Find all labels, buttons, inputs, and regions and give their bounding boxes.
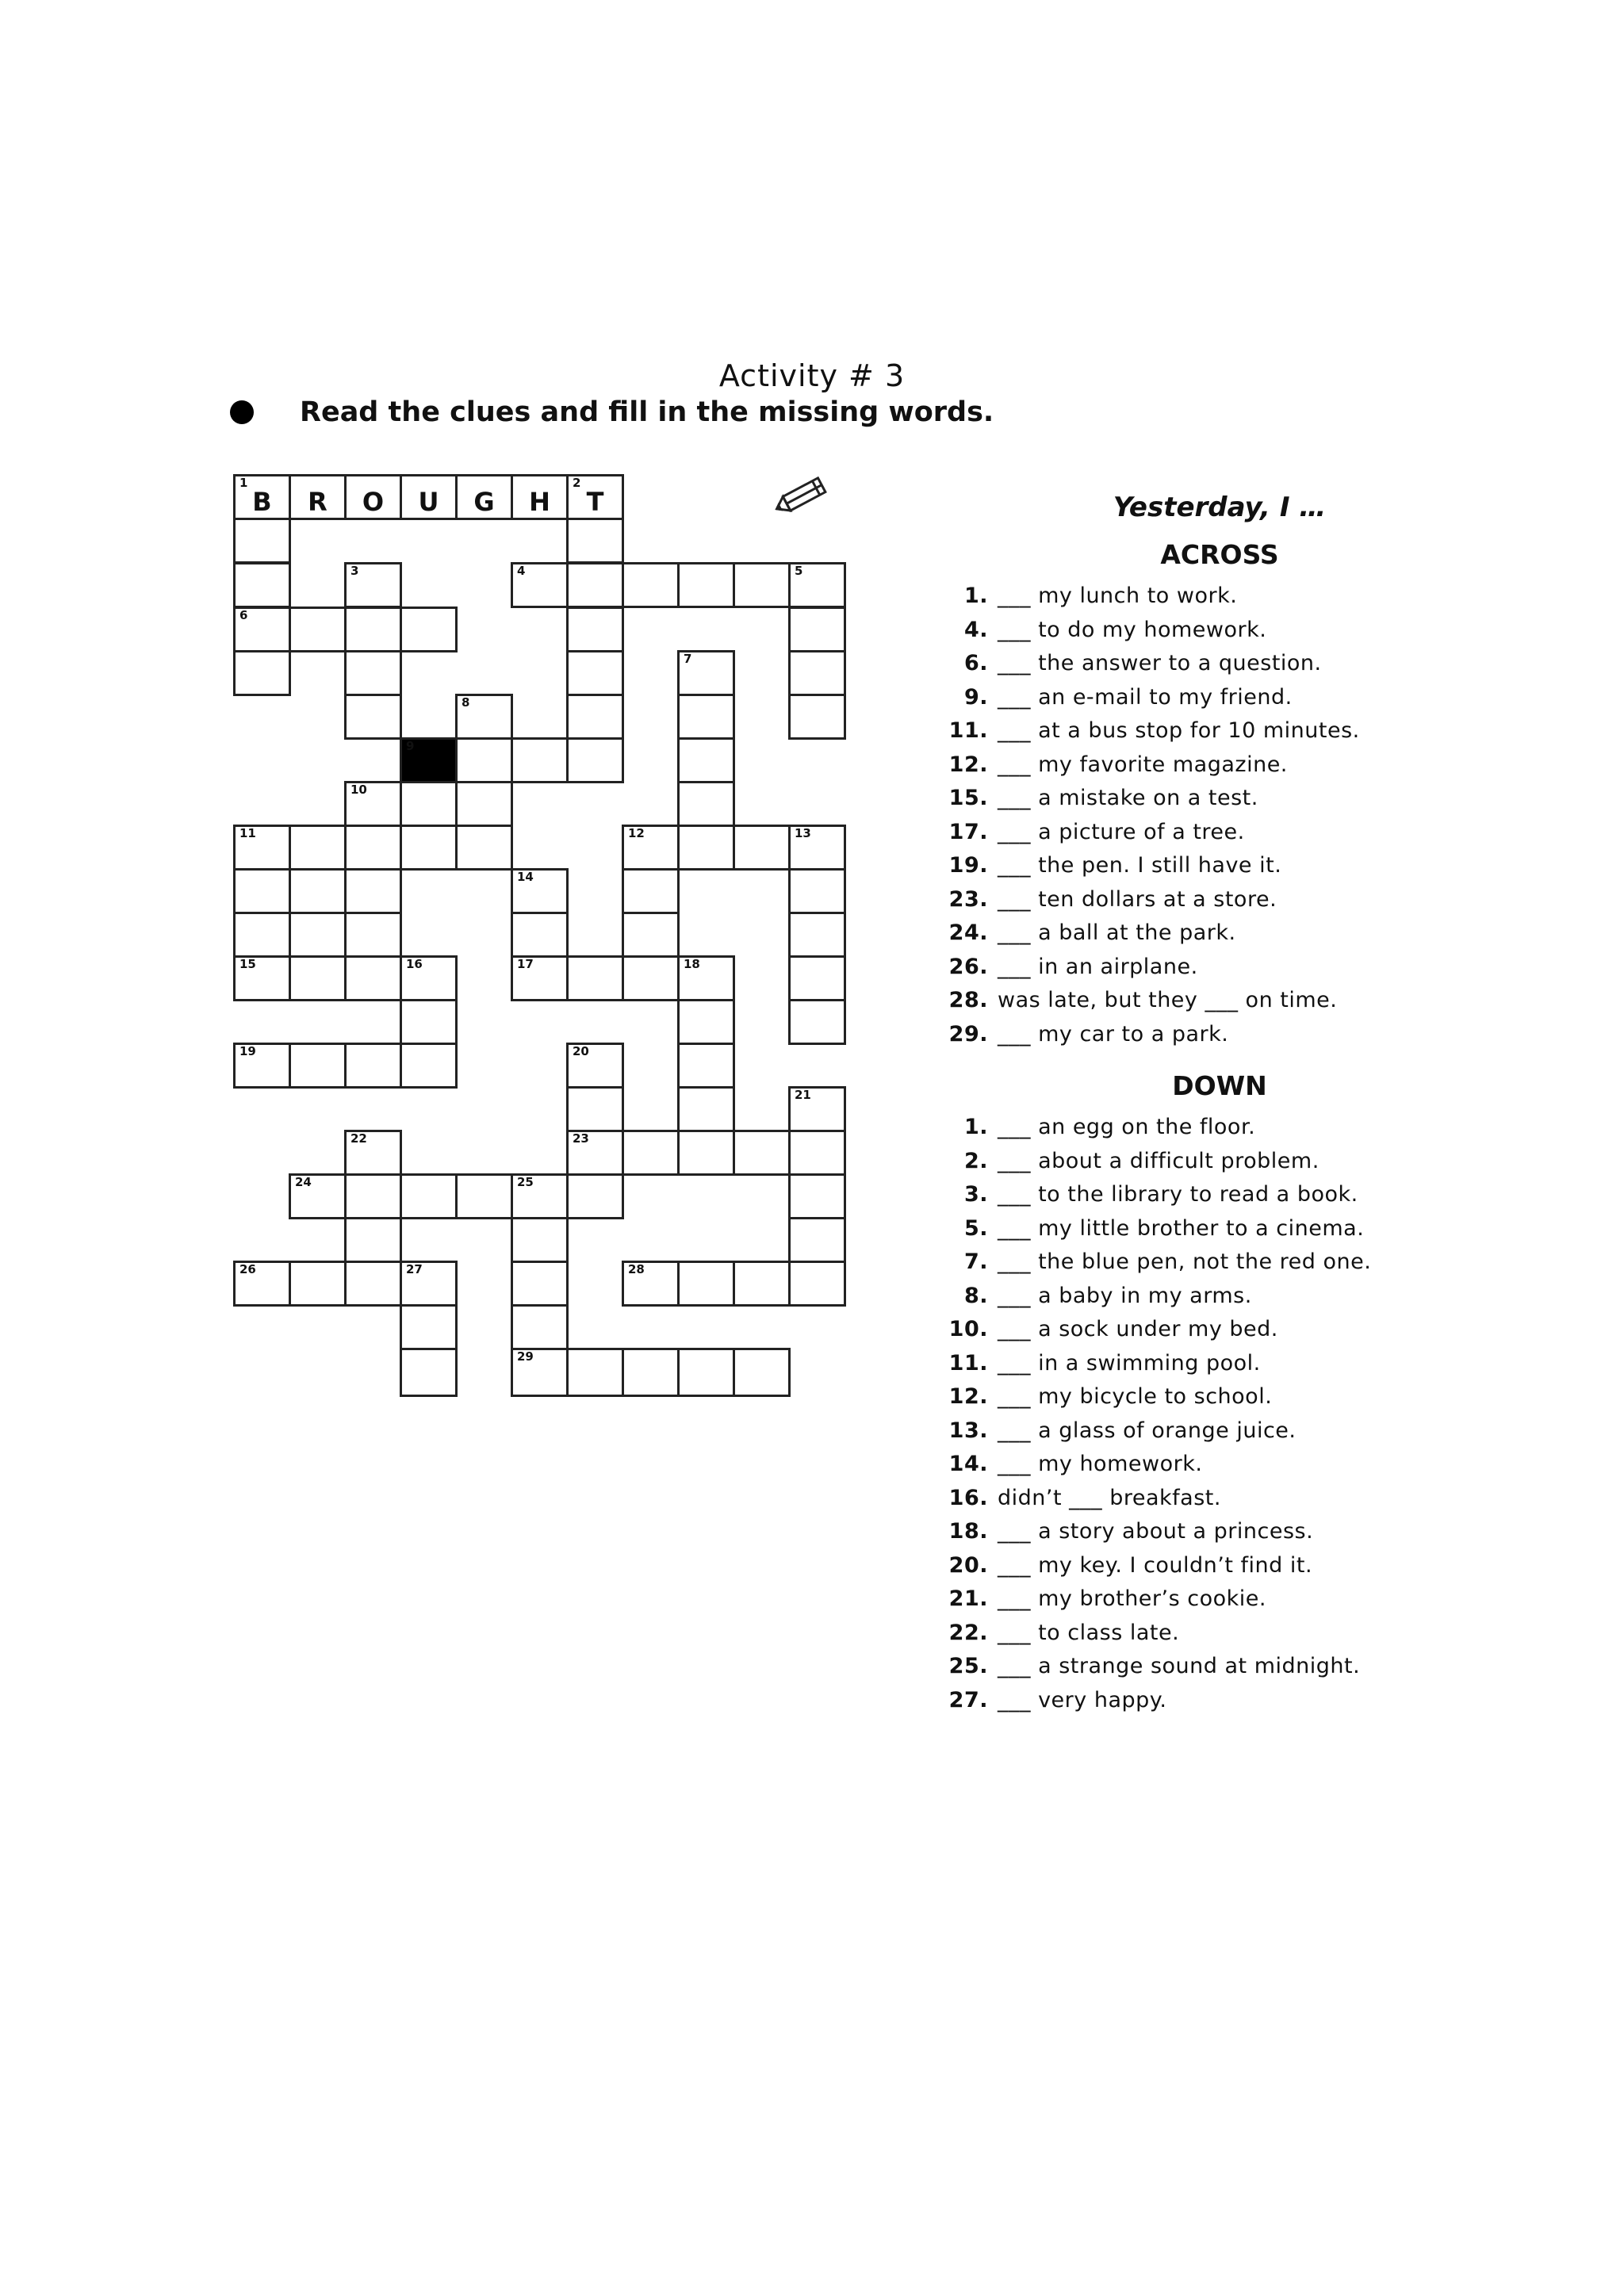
grid-cell[interactable] [622, 1130, 680, 1176]
clue-number: 19 [239, 1044, 256, 1058]
grid-cell[interactable] [400, 825, 458, 871]
grid-cell[interactable] [566, 518, 624, 564]
clue-number: 11 [239, 826, 256, 840]
grid-cell[interactable] [677, 694, 735, 740]
down-clue [942, 1347, 1450, 1381]
grid-cell[interactable] [511, 1348, 569, 1397]
clue-number-label: 11. [948, 1350, 988, 1376]
clue-text: ___ to class late. [998, 1620, 1180, 1645]
grid-cell[interactable] [455, 781, 513, 827]
across-clue [942, 681, 1450, 715]
grid-cell[interactable] [344, 781, 402, 827]
across-clue [942, 816, 1450, 850]
grid-cell[interactable] [566, 1348, 624, 1397]
grid-cell[interactable] [622, 912, 680, 958]
grid-cell[interactable] [566, 737, 624, 783]
clue-number-label: 14. [948, 1452, 988, 1476]
grid-cell[interactable] [400, 607, 458, 652]
clue-number: 8 [462, 695, 470, 710]
down-clue [942, 1617, 1450, 1651]
across-clue [942, 748, 1450, 783]
grid-cell[interactable] [289, 825, 347, 871]
grid-cell[interactable] [511, 912, 569, 958]
clue-number-label: 25. [948, 1654, 988, 1678]
clue-text: ___ at a bus stop for 10 minutes. [998, 718, 1360, 743]
grid-cell[interactable] [566, 1130, 624, 1176]
clue-number: 25 [517, 1175, 534, 1189]
down-clue [942, 1515, 1450, 1549]
grid-cell[interactable] [622, 955, 680, 1001]
clue-number-label: 23. [948, 886, 988, 912]
clue-number-label: 29. [948, 1021, 988, 1047]
clue-number: 27 [406, 1262, 423, 1276]
grid-cell[interactable] [344, 868, 402, 914]
grid-cell[interactable] [289, 955, 347, 1001]
clue-text: ___ about a difficult problem. [998, 1148, 1320, 1173]
grid-cell[interactable] [566, 1043, 624, 1089]
clue-number-label: 20. [948, 1552, 988, 1578]
grid-cell[interactable] [400, 999, 458, 1045]
clue-number-label: 7. [963, 1249, 988, 1274]
across-clue [942, 1018, 1450, 1052]
clue-text: ___ a ball at the park. [998, 920, 1236, 945]
clue-number-label: 22. [948, 1620, 988, 1645]
grid-cell[interactable] [455, 737, 513, 783]
grid-cell[interactable] [677, 1348, 735, 1397]
grid-cell[interactable] [622, 1261, 680, 1307]
grid-cell[interactable] [788, 955, 846, 1001]
grid-cell[interactable] [566, 650, 624, 696]
grid-cell[interactable] [733, 1348, 791, 1397]
grid-cell[interactable] [622, 825, 680, 871]
clue-number-label: 3. [963, 1182, 988, 1207]
clue-text: ___ ten dollars at a store. [998, 886, 1277, 912]
grid-cell[interactable] [788, 825, 846, 871]
grid-cell[interactable] [233, 1043, 291, 1089]
grid-cell[interactable] [677, 825, 735, 871]
clue-number: 24 [295, 1175, 312, 1189]
grid-cell[interactable] [289, 1173, 347, 1219]
clue-text: didn’t ___ breakfast. [998, 1485, 1221, 1510]
grid-cell[interactable] [677, 1086, 735, 1132]
grid-cell[interactable] [788, 999, 846, 1045]
clue-text: ___ the answer to a question. [998, 651, 1322, 675]
grid-cell[interactable] [455, 474, 513, 520]
grid-cell[interactable] [344, 1130, 402, 1176]
clue-text: ___ my brother’s cookie. [998, 1586, 1266, 1611]
down-clue-list [942, 1111, 1450, 1717]
grid-cell[interactable] [788, 1217, 846, 1263]
clue-text: ___ my homework. [998, 1452, 1203, 1476]
clue-number: 28 [628, 1262, 645, 1276]
grid-cell[interactable] [400, 781, 458, 827]
clue-text: ___ a picture of a tree. [998, 819, 1245, 844]
clue-number-label: 1. [963, 1115, 988, 1139]
grid-cell[interactable] [788, 1130, 846, 1176]
grid-cell[interactable] [289, 868, 347, 914]
grid-cell[interactable] [344, 825, 402, 871]
grid-cell[interactable] [400, 474, 458, 520]
grid-cell[interactable] [233, 1261, 291, 1307]
grid-cell[interactable] [400, 955, 458, 1001]
down-clue [942, 1380, 1450, 1414]
down-clue [942, 1246, 1450, 1280]
clue-number: 29 [517, 1349, 534, 1364]
instruction-line [230, 396, 994, 428]
grid-cell[interactable] [233, 650, 291, 696]
clue-number: 17 [517, 957, 534, 971]
grid-cell[interactable] [233, 518, 291, 564]
down-clue [942, 1313, 1450, 1347]
clue-text: ___ my car to a park. [998, 1021, 1229, 1047]
clue-number-label: 16. [948, 1485, 988, 1510]
grid-cell[interactable] [511, 1173, 569, 1219]
grid-cell[interactable] [566, 607, 624, 652]
clue-text: ___ the pen. I still have it. [998, 853, 1282, 878]
clue-number: 7 [684, 652, 692, 666]
clue-number: 9 [406, 739, 415, 753]
grid-cell[interactable] [566, 694, 624, 740]
bullet-icon [230, 400, 254, 424]
clue-number-label: 11. [948, 718, 988, 743]
down-clue [942, 1650, 1450, 1684]
clue-number: 1 [239, 476, 248, 490]
clue-number: 18 [684, 957, 700, 971]
clue-text: was late, but they ___ on time. [998, 988, 1338, 1012]
across-clue [942, 647, 1450, 681]
grid-cell[interactable] [788, 607, 846, 652]
grid-cell[interactable] [344, 474, 402, 520]
grid-cell[interactable] [455, 825, 513, 871]
filled-letter: R [308, 487, 327, 517]
clue-number-label: 26. [948, 954, 988, 979]
grid-cell[interactable] [289, 1043, 347, 1089]
clue-number-label: 18. [948, 1519, 988, 1544]
grid-cell[interactable] [233, 825, 291, 871]
grid-cell[interactable] [677, 1261, 735, 1307]
clue-text: ___ my lunch to work. [998, 584, 1238, 608]
clue-number-label: 13. [948, 1418, 988, 1443]
down-clue [942, 1111, 1450, 1145]
grid-cell[interactable] [511, 737, 569, 783]
clue-number-label: 24. [948, 920, 988, 945]
grid-cell[interactable] [511, 868, 569, 914]
clue-text: ___ a sock under my bed. [998, 1317, 1278, 1341]
grid-cell[interactable] [511, 562, 569, 608]
clue-number: 22 [350, 1131, 367, 1146]
instruction-text: Read the clues and fill in the missing words. [300, 396, 994, 428]
filled-letter: G [473, 487, 495, 517]
grid-cell[interactable] [344, 562, 402, 608]
clue-text: ___ my favorite magazine. [998, 752, 1288, 777]
clue-number: 6 [239, 608, 248, 622]
grid-cell[interactable] [622, 562, 680, 608]
grid-cell[interactable] [677, 737, 735, 783]
grid-cell[interactable] [733, 1130, 791, 1176]
grid-cell[interactable] [344, 607, 402, 652]
clue-text: ___ an egg on the floor. [998, 1115, 1256, 1139]
clue-number-label: 5. [963, 1215, 988, 1241]
clue-number-label: 9. [963, 684, 988, 710]
clue-number: 10 [350, 783, 367, 797]
clue-number-label: 28. [948, 988, 988, 1012]
clue-text: ___ in a swimming pool. [998, 1350, 1261, 1376]
grid-cell[interactable] [788, 912, 846, 958]
grid-cell[interactable] [344, 912, 402, 958]
clue-text: ___ to the library to read a book. [998, 1182, 1358, 1207]
clues-panel [942, 492, 1450, 1717]
down-clue [942, 1582, 1450, 1617]
grid-cell[interactable] [566, 1086, 624, 1132]
clue-number: 20 [573, 1044, 589, 1058]
grid-cell[interactable] [788, 868, 846, 914]
grid-cell[interactable] [733, 825, 791, 871]
grid-cell[interactable] [788, 650, 846, 696]
grid-cell[interactable] [788, 1261, 846, 1307]
across-clue [942, 714, 1450, 748]
down-heading: DOWN [1172, 1070, 1267, 1101]
grid-cell[interactable] [289, 1261, 347, 1307]
clue-text: ___ very happy. [998, 1687, 1167, 1712]
grid-cell[interactable] [455, 694, 513, 740]
clue-number-label: 12. [948, 1384, 988, 1409]
filled-letter: B [252, 487, 272, 517]
across-clue [942, 849, 1450, 883]
grid-cell[interactable] [289, 474, 347, 520]
clue-text: ___ my bicycle to school. [998, 1384, 1273, 1409]
down-clue [942, 1448, 1450, 1482]
grid-cell[interactable] [511, 1261, 569, 1307]
down-clue [942, 1549, 1450, 1583]
clue-number: 13 [795, 826, 811, 840]
grid-cell[interactable] [622, 1348, 680, 1397]
filled-letter: T [586, 487, 604, 517]
clue-number-label: 12. [948, 752, 988, 777]
clue-number-label: 27. [948, 1687, 988, 1712]
down-clue [942, 1280, 1450, 1314]
grid-cell[interactable] [511, 1304, 569, 1350]
clue-number: 4 [517, 564, 526, 578]
grid-cell[interactable] [566, 562, 624, 608]
clue-number: 14 [517, 870, 534, 884]
clue-text: ___ a mistake on a test. [998, 786, 1258, 810]
clue-text: ___ a glass of orange juice. [998, 1418, 1297, 1443]
grid-cell[interactable] [400, 1173, 458, 1219]
down-clue [942, 1145, 1450, 1179]
clue-number-label: 8. [963, 1283, 988, 1308]
grid-cell[interactable] [677, 1043, 735, 1089]
down-clue [942, 1684, 1450, 1718]
clue-number: 15 [239, 957, 256, 971]
grid-cell[interactable] [400, 1304, 458, 1350]
down-clue [942, 1482, 1450, 1516]
across-clue-list [942, 580, 1450, 1051]
grid-cell[interactable] [400, 1043, 458, 1089]
clue-number: 3 [350, 564, 359, 578]
clue-text: ___ a strange sound at midnight. [998, 1654, 1361, 1678]
down-clue [942, 1178, 1450, 1212]
grid-cell[interactable] [788, 1173, 846, 1219]
filled-letter: O [362, 487, 385, 517]
grid-cell[interactable] [233, 562, 291, 608]
grid-cell[interactable] [511, 955, 569, 1001]
clue-number-label: 21. [948, 1586, 988, 1611]
down-clue [942, 1414, 1450, 1448]
grid-cell[interactable] [733, 562, 791, 608]
grid-cell[interactable] [344, 1043, 402, 1089]
grid-cell[interactable] [788, 562, 846, 608]
clue-number: 2 [573, 476, 581, 490]
across-clue [942, 883, 1450, 917]
activity-title: Activity # 3 [718, 358, 906, 393]
grid-cell[interactable] [511, 1217, 569, 1263]
across-clue [942, 782, 1450, 816]
grid-cell[interactable] [344, 1261, 402, 1307]
filled-letter: U [418, 487, 439, 517]
across-clue [942, 984, 1450, 1018]
filled-letter: H [529, 487, 550, 517]
grid-cell[interactable] [344, 1173, 402, 1219]
grid-cell[interactable] [400, 1348, 458, 1397]
clue-number: 23 [573, 1131, 589, 1146]
across-clue [942, 916, 1450, 951]
grid-cell[interactable] [677, 562, 735, 608]
across-clue [942, 614, 1450, 648]
grid-cell[interactable] [788, 1086, 846, 1132]
down-clue [942, 1212, 1450, 1246]
grid-cell[interactable] [733, 1261, 791, 1307]
grid-cell[interactable] [566, 474, 624, 520]
grid-cell[interactable] [289, 607, 347, 652]
across-heading: ACROSS [1160, 539, 1279, 570]
clue-text: ___ my key. I couldn’t find it. [998, 1552, 1313, 1578]
clue-text: ___ to do my homework. [998, 617, 1267, 642]
black-cell [400, 737, 458, 783]
clue-text: ___ my little brother to a cinema. [998, 1215, 1365, 1241]
grid-cell[interactable] [677, 781, 735, 827]
grid-cell[interactable] [233, 868, 291, 914]
clue-number: 5 [795, 564, 803, 578]
clue-number-label: 6. [963, 651, 988, 675]
grid-cell[interactable] [233, 955, 291, 1001]
grid-cell[interactable] [677, 999, 735, 1045]
clue-number: 21 [795, 1088, 811, 1102]
grid-cell[interactable] [233, 607, 291, 652]
clue-number-label: 1. [963, 584, 988, 608]
grid-cell[interactable] [677, 650, 735, 696]
clue-text: ___ the blue pen, not the red one. [998, 1249, 1372, 1274]
grid-cell[interactable] [233, 912, 291, 958]
clue-number: 26 [239, 1262, 256, 1276]
grid-cell[interactable] [344, 694, 402, 740]
clue-text: ___ a story about a princess. [998, 1519, 1314, 1544]
grid-cell[interactable] [622, 868, 680, 914]
clue-number-label: 2. [963, 1148, 988, 1173]
clue-number-label: 10. [948, 1317, 988, 1341]
grid-cell[interactable] [400, 1261, 458, 1307]
pencil-icon [773, 472, 837, 516]
clue-text: ___ a baby in my arms. [998, 1283, 1252, 1308]
grid-cell[interactable] [788, 694, 846, 740]
clue-number-label: 19. [948, 853, 988, 878]
grid-cell[interactable] [566, 1173, 624, 1219]
clues-subtitle: Yesterday, I … [1113, 492, 1327, 523]
grid-cell[interactable] [344, 955, 402, 1001]
grid-cell[interactable] [677, 1130, 735, 1176]
grid-cell[interactable] [455, 1173, 513, 1219]
grid-cell[interactable] [511, 474, 569, 520]
clue-number-label: 15. [948, 786, 988, 810]
across-clue [942, 580, 1450, 614]
grid-cell[interactable] [233, 474, 291, 520]
clue-number-label: 4. [963, 617, 988, 642]
clue-number-label: 17. [948, 819, 988, 844]
grid-cell[interactable] [677, 955, 735, 1001]
clue-text: ___ in an airplane. [998, 954, 1198, 979]
clue-number: 16 [406, 957, 423, 971]
clue-number: 12 [628, 826, 645, 840]
grid-cell[interactable] [344, 650, 402, 696]
across-clue [942, 951, 1450, 985]
clue-text: ___ an e-mail to my friend. [998, 684, 1293, 710]
grid-cell[interactable] [344, 1217, 402, 1263]
grid-cell[interactable] [566, 955, 624, 1001]
